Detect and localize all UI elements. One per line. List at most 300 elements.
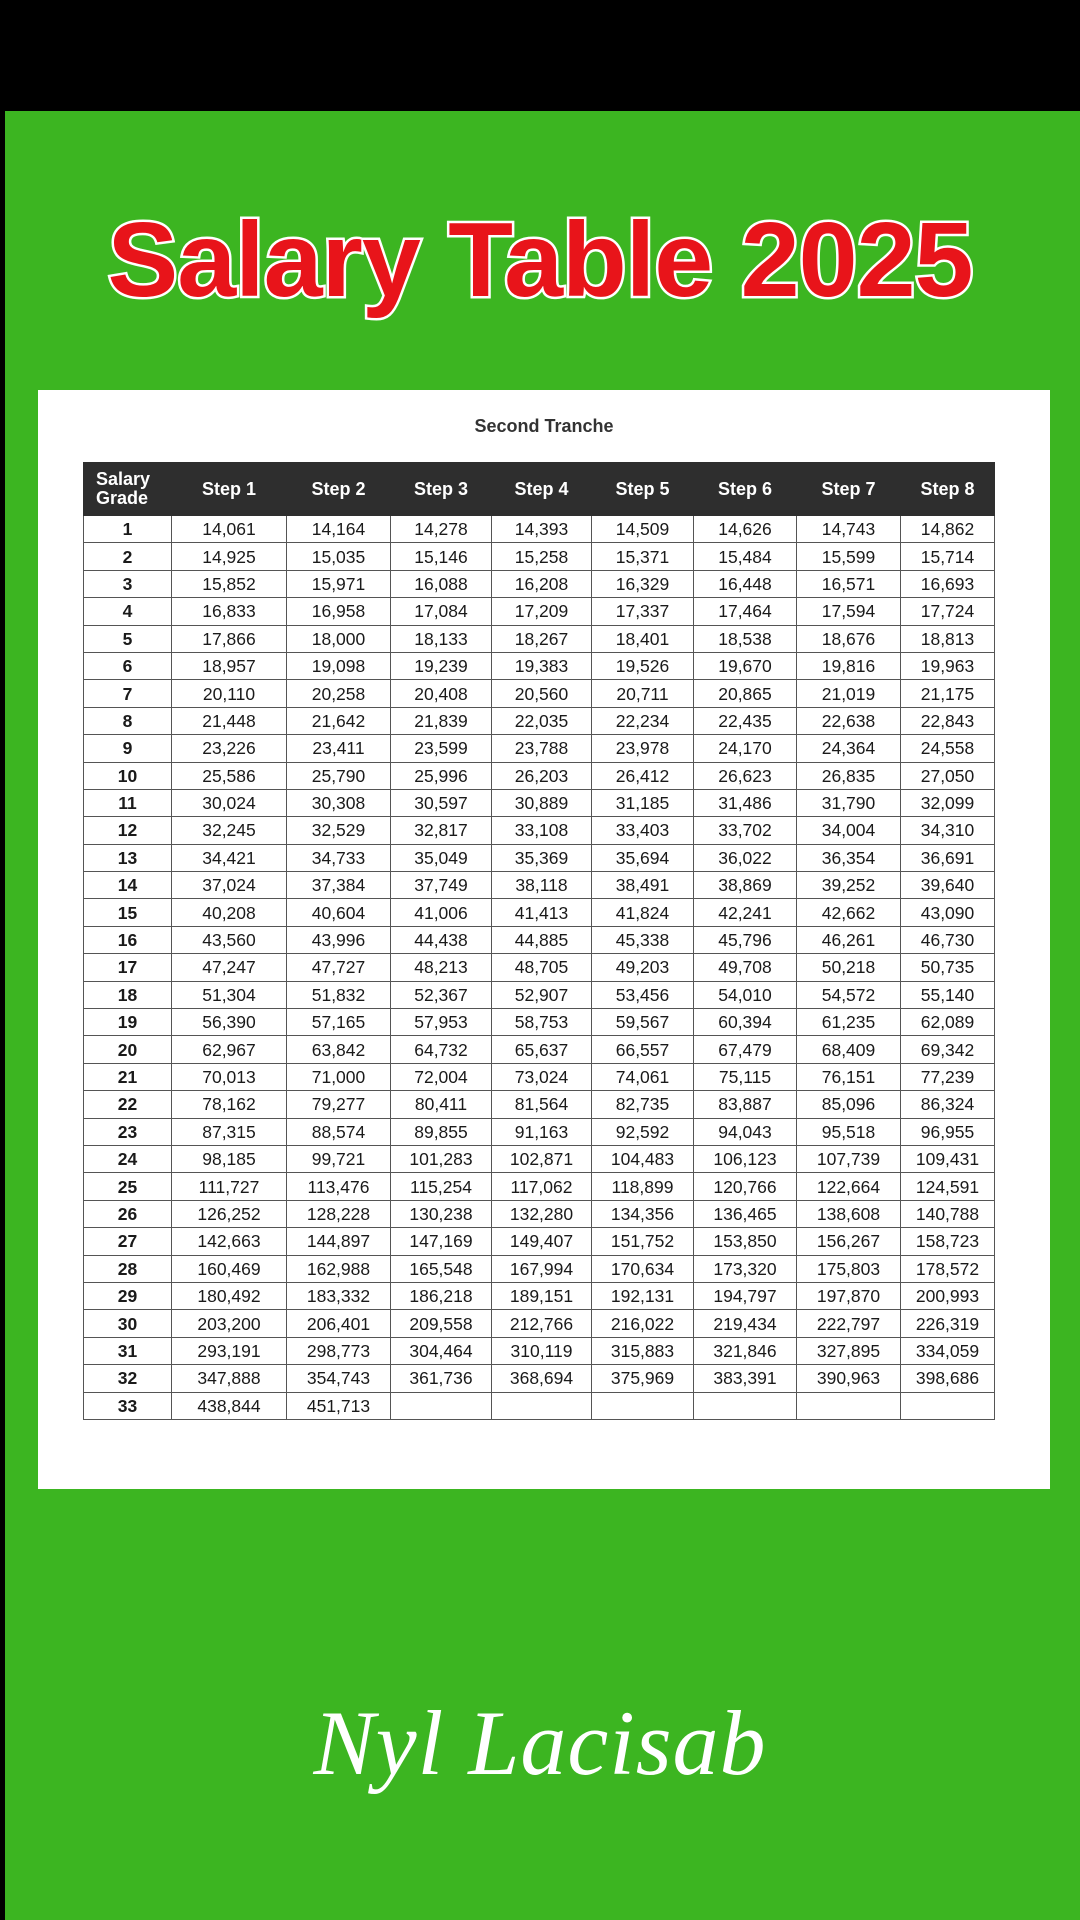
salary-cell: 26,835 <box>797 762 901 789</box>
salary-cell: 138,608 <box>797 1200 901 1227</box>
salary-cell: 20,408 <box>391 680 492 707</box>
grade-cell: 11 <box>84 789 172 816</box>
salary-cell: 35,369 <box>492 844 592 871</box>
salary-cell: 25,790 <box>287 762 391 789</box>
table-header-row <box>84 463 995 516</box>
grade-cell: 22 <box>84 1091 172 1118</box>
grade-cell: 10 <box>84 762 172 789</box>
grade-cell: 8 <box>84 707 172 734</box>
salary-cell: 134,356 <box>592 1200 694 1227</box>
salary-cell: 15,852 <box>172 570 287 597</box>
salary-cell: 120,766 <box>694 1173 797 1200</box>
salary-cell: 92,592 <box>592 1118 694 1145</box>
table-row <box>84 1282 995 1309</box>
salary-cell: 21,642 <box>287 707 391 734</box>
top-black-bar <box>0 0 1080 111</box>
salary-cell: 156,267 <box>797 1228 901 1255</box>
salary-cell: 34,421 <box>172 844 287 871</box>
salary-cell: 39,640 <box>901 872 995 899</box>
salary-cell: 33,702 <box>694 817 797 844</box>
salary-cell: 14,862 <box>901 516 995 543</box>
salary-cell: 17,866 <box>172 625 287 652</box>
salary-cell: 20,110 <box>172 680 287 707</box>
salary-cell: 46,261 <box>797 926 901 953</box>
salary-cell: 226,319 <box>901 1310 995 1337</box>
salary-cell: 27,050 <box>901 762 995 789</box>
salary-cell: 47,247 <box>172 954 287 981</box>
salary-cell: 16,693 <box>901 570 995 597</box>
salary-cell: 20,711 <box>592 680 694 707</box>
salary-cell <box>797 1392 901 1419</box>
salary-cell: 33,108 <box>492 817 592 844</box>
salary-cell: 162,988 <box>287 1255 391 1282</box>
salary-cell: 398,686 <box>901 1365 995 1392</box>
salary-cell: 18,957 <box>172 652 287 679</box>
salary-cell: 48,213 <box>391 954 492 981</box>
header-step-4: Step 4 <box>492 463 592 516</box>
salary-cell: 86,324 <box>901 1091 995 1118</box>
salary-cell: 180,492 <box>172 1282 287 1309</box>
salary-cell: 17,594 <box>797 598 901 625</box>
salary-cell: 39,252 <box>797 872 901 899</box>
salary-cell: 94,043 <box>694 1118 797 1145</box>
salary-cell: 16,208 <box>492 570 592 597</box>
grade-cell: 31 <box>84 1337 172 1364</box>
salary-cell: 89,855 <box>391 1118 492 1145</box>
table-row <box>84 1228 995 1255</box>
salary-cell: 19,098 <box>287 652 391 679</box>
table-row <box>84 735 995 762</box>
salary-cell: 194,797 <box>694 1282 797 1309</box>
table-row <box>84 1118 995 1145</box>
salary-cell: 122,664 <box>797 1173 901 1200</box>
salary-cell: 24,170 <box>694 735 797 762</box>
salary-cell: 38,118 <box>492 872 592 899</box>
grade-cell: 16 <box>84 926 172 953</box>
table-row <box>84 652 995 679</box>
salary-cell: 315,883 <box>592 1337 694 1364</box>
salary-cell: 32,817 <box>391 817 492 844</box>
salary-cell: 46,730 <box>901 926 995 953</box>
salary-table <box>83 462 995 1420</box>
salary-cell: 32,245 <box>172 817 287 844</box>
salary-cell: 334,059 <box>901 1337 995 1364</box>
salary-cell: 24,558 <box>901 735 995 762</box>
salary-cell: 142,663 <box>172 1228 287 1255</box>
salary-cell: 47,727 <box>287 954 391 981</box>
table-row <box>84 1200 995 1227</box>
salary-cell: 15,484 <box>694 543 797 570</box>
salary-cell: 23,226 <box>172 735 287 762</box>
salary-cell: 41,006 <box>391 899 492 926</box>
salary-cell: 31,185 <box>592 789 694 816</box>
salary-cell: 70,013 <box>172 1063 287 1090</box>
salary-cell: 17,084 <box>391 598 492 625</box>
salary-cell: 98,185 <box>172 1145 287 1172</box>
salary-cell: 22,234 <box>592 707 694 734</box>
salary-cell: 183,332 <box>287 1282 391 1309</box>
salary-cell: 19,963 <box>901 652 995 679</box>
salary-cell: 91,163 <box>492 1118 592 1145</box>
salary-cell: 62,089 <box>901 1009 995 1036</box>
salary-cell: 50,218 <box>797 954 901 981</box>
salary-cell: 30,597 <box>391 789 492 816</box>
salary-cell: 101,283 <box>391 1145 492 1172</box>
salary-cell: 203,200 <box>172 1310 287 1337</box>
salary-cell: 34,004 <box>797 817 901 844</box>
table-row <box>84 707 995 734</box>
salary-cell: 15,599 <box>797 543 901 570</box>
salary-cell: 186,218 <box>391 1282 492 1309</box>
table-row <box>84 1173 995 1200</box>
salary-cell: 104,483 <box>592 1145 694 1172</box>
salary-cell <box>694 1392 797 1419</box>
salary-cell: 173,320 <box>694 1255 797 1282</box>
salary-cell: 14,626 <box>694 516 797 543</box>
salary-cell: 25,586 <box>172 762 287 789</box>
salary-cell: 21,839 <box>391 707 492 734</box>
salary-cell: 17,337 <box>592 598 694 625</box>
salary-cell: 14,509 <box>592 516 694 543</box>
salary-cell: 74,061 <box>592 1063 694 1090</box>
salary-cell <box>592 1392 694 1419</box>
salary-cell: 219,434 <box>694 1310 797 1337</box>
salary-cell: 153,850 <box>694 1228 797 1255</box>
author-signature: Nyl Lacisab <box>313 1692 767 1794</box>
salary-cell: 354,743 <box>287 1365 391 1392</box>
salary-cell: 160,469 <box>172 1255 287 1282</box>
table-body <box>84 516 995 1420</box>
salary-cell: 19,816 <box>797 652 901 679</box>
salary-cell: 20,865 <box>694 680 797 707</box>
salary-cell: 200,993 <box>901 1282 995 1309</box>
salary-cell: 63,842 <box>287 1036 391 1063</box>
grade-cell: 1 <box>84 516 172 543</box>
salary-cell: 19,670 <box>694 652 797 679</box>
table-row <box>84 926 995 953</box>
table-row <box>84 1255 995 1282</box>
salary-cell: 96,955 <box>901 1118 995 1145</box>
salary-cell: 293,191 <box>172 1337 287 1364</box>
salary-cell: 41,413 <box>492 899 592 926</box>
salary-cell: 77,239 <box>901 1063 995 1090</box>
salary-cell: 35,049 <box>391 844 492 871</box>
salary-cell: 310,119 <box>492 1337 592 1364</box>
salary-cell: 99,721 <box>287 1145 391 1172</box>
salary-cell: 23,599 <box>391 735 492 762</box>
salary-cell: 30,308 <box>287 789 391 816</box>
grade-cell: 5 <box>84 625 172 652</box>
salary-cell: 147,169 <box>391 1228 492 1255</box>
salary-cell: 30,889 <box>492 789 592 816</box>
salary-cell: 14,061 <box>172 516 287 543</box>
salary-cell: 44,885 <box>492 926 592 953</box>
salary-cell: 35,694 <box>592 844 694 871</box>
grade-cell: 13 <box>84 844 172 871</box>
salary-cell: 347,888 <box>172 1365 287 1392</box>
grade-cell: 33 <box>84 1392 172 1419</box>
table-row <box>84 954 995 981</box>
table-row <box>84 570 995 597</box>
salary-cell: 136,465 <box>694 1200 797 1227</box>
salary-cell <box>492 1392 592 1419</box>
salary-cell: 15,714 <box>901 543 995 570</box>
salary-cell: 111,727 <box>172 1173 287 1200</box>
salary-cell: 49,708 <box>694 954 797 981</box>
salary-cell: 15,258 <box>492 543 592 570</box>
salary-cell: 48,705 <box>492 954 592 981</box>
salary-cell: 107,739 <box>797 1145 901 1172</box>
salary-cell: 19,526 <box>592 652 694 679</box>
salary-cell: 26,412 <box>592 762 694 789</box>
salary-cell: 65,637 <box>492 1036 592 1063</box>
grade-cell: 17 <box>84 954 172 981</box>
salary-cell: 212,766 <box>492 1310 592 1337</box>
salary-cell: 45,796 <box>694 926 797 953</box>
salary-cell: 18,538 <box>694 625 797 652</box>
salary-cell: 82,735 <box>592 1091 694 1118</box>
salary-cell: 17,724 <box>901 598 995 625</box>
grade-cell: 26 <box>84 1200 172 1227</box>
salary-cell: 61,235 <box>797 1009 901 1036</box>
salary-cell: 19,239 <box>391 652 492 679</box>
salary-document <box>38 390 1050 1489</box>
table-row <box>84 598 995 625</box>
salary-cell: 18,133 <box>391 625 492 652</box>
table-row <box>84 1091 995 1118</box>
salary-cell: 304,464 <box>391 1337 492 1364</box>
salary-cell: 23,411 <box>287 735 391 762</box>
salary-cell: 15,971 <box>287 570 391 597</box>
salary-cell: 14,164 <box>287 516 391 543</box>
salary-cell: 167,994 <box>492 1255 592 1282</box>
salary-cell: 68,409 <box>797 1036 901 1063</box>
salary-cell: 21,175 <box>901 680 995 707</box>
salary-cell: 321,846 <box>694 1337 797 1364</box>
salary-cell: 78,162 <box>172 1091 287 1118</box>
table-row <box>84 762 995 789</box>
salary-cell: 118,899 <box>592 1173 694 1200</box>
grade-cell: 6 <box>84 652 172 679</box>
salary-cell: 132,280 <box>492 1200 592 1227</box>
salary-cell: 126,252 <box>172 1200 287 1227</box>
header-step-2: Step 2 <box>287 463 391 516</box>
salary-cell: 16,571 <box>797 570 901 597</box>
salary-cell: 438,844 <box>172 1392 287 1419</box>
salary-cell: 20,258 <box>287 680 391 707</box>
salary-cell: 66,557 <box>592 1036 694 1063</box>
page-title: Salary Table 2025 <box>107 201 973 319</box>
salary-cell: 14,743 <box>797 516 901 543</box>
document-subtitle: Second Tranche <box>474 416 614 436</box>
salary-cell: 16,329 <box>592 570 694 597</box>
salary-cell: 40,604 <box>287 899 391 926</box>
grade-cell: 32 <box>84 1365 172 1392</box>
salary-cell: 151,752 <box>592 1228 694 1255</box>
salary-cell: 383,391 <box>694 1365 797 1392</box>
salary-cell: 33,403 <box>592 817 694 844</box>
header-step-3: Step 3 <box>391 463 492 516</box>
table-row <box>84 981 995 1008</box>
salary-cell: 197,870 <box>797 1282 901 1309</box>
header-step-6: Step 6 <box>694 463 797 516</box>
salary-cell: 102,871 <box>492 1145 592 1172</box>
salary-cell: 42,662 <box>797 899 901 926</box>
salary-cell: 32,529 <box>287 817 391 844</box>
header-step-7: Step 7 <box>797 463 901 516</box>
salary-cell: 41,824 <box>592 899 694 926</box>
salary-cell: 54,010 <box>694 981 797 1008</box>
grade-cell: 30 <box>84 1310 172 1337</box>
salary-cell: 37,749 <box>391 872 492 899</box>
table-row <box>84 1009 995 1036</box>
salary-cell: 36,691 <box>901 844 995 871</box>
table-row <box>84 1036 995 1063</box>
salary-cell: 361,736 <box>391 1365 492 1392</box>
salary-cell: 52,367 <box>391 981 492 1008</box>
salary-cell: 60,394 <box>694 1009 797 1036</box>
salary-cell: 87,315 <box>172 1118 287 1145</box>
grade-cell: 7 <box>84 680 172 707</box>
salary-cell: 222,797 <box>797 1310 901 1337</box>
salary-cell: 20,560 <box>492 680 592 707</box>
salary-cell: 40,208 <box>172 899 287 926</box>
salary-cell: 95,518 <box>797 1118 901 1145</box>
salary-cell: 113,476 <box>287 1173 391 1200</box>
grade-cell: 24 <box>84 1145 172 1172</box>
salary-cell: 45,338 <box>592 926 694 953</box>
grade-cell: 27 <box>84 1228 172 1255</box>
table-row <box>84 1063 995 1090</box>
table-row <box>84 844 995 871</box>
grade-cell: 20 <box>84 1036 172 1063</box>
header-step-5: Step 5 <box>592 463 694 516</box>
table-row <box>84 789 995 816</box>
salary-cell: 15,146 <box>391 543 492 570</box>
salary-cell: 140,788 <box>901 1200 995 1227</box>
salary-cell: 16,088 <box>391 570 492 597</box>
salary-cell: 216,022 <box>592 1310 694 1337</box>
salary-cell: 18,401 <box>592 625 694 652</box>
salary-cell: 57,165 <box>287 1009 391 1036</box>
grade-cell: 21 <box>84 1063 172 1090</box>
salary-cell: 18,267 <box>492 625 592 652</box>
table-row <box>84 899 995 926</box>
salary-cell: 14,278 <box>391 516 492 543</box>
salary-cell: 178,572 <box>901 1255 995 1282</box>
salary-cell: 451,713 <box>287 1392 391 1419</box>
salary-cell: 21,448 <box>172 707 287 734</box>
salary-cell: 130,238 <box>391 1200 492 1227</box>
grade-cell: 18 <box>84 981 172 1008</box>
header-step-8: Step 8 <box>901 463 995 516</box>
salary-cell: 22,435 <box>694 707 797 734</box>
salary-cell: 26,203 <box>492 762 592 789</box>
salary-cell: 375,969 <box>592 1365 694 1392</box>
salary-cell: 50,735 <box>901 954 995 981</box>
salary-cell: 36,022 <box>694 844 797 871</box>
salary-cell: 34,310 <box>901 817 995 844</box>
grade-cell: 2 <box>84 543 172 570</box>
salary-cell: 158,723 <box>901 1228 995 1255</box>
salary-cell: 53,456 <box>592 981 694 1008</box>
salary-cell: 43,560 <box>172 926 287 953</box>
table-row <box>84 872 995 899</box>
salary-cell: 17,209 <box>492 598 592 625</box>
salary-cell: 51,304 <box>172 981 287 1008</box>
grade-cell: 15 <box>84 899 172 926</box>
salary-cell: 32,099 <box>901 789 995 816</box>
salary-cell: 64,732 <box>391 1036 492 1063</box>
salary-cell: 34,733 <box>287 844 391 871</box>
grade-cell: 14 <box>84 872 172 899</box>
salary-cell: 56,390 <box>172 1009 287 1036</box>
salary-cell: 51,832 <box>287 981 391 1008</box>
table-row <box>84 1337 995 1364</box>
salary-cell: 192,131 <box>592 1282 694 1309</box>
salary-cell: 30,024 <box>172 789 287 816</box>
salary-cell: 14,393 <box>492 516 592 543</box>
salary-cell: 69,342 <box>901 1036 995 1063</box>
salary-cell: 71,000 <box>287 1063 391 1090</box>
salary-cell: 16,833 <box>172 598 287 625</box>
table-row <box>84 1365 995 1392</box>
salary-cell: 59,567 <box>592 1009 694 1036</box>
salary-cell: 36,354 <box>797 844 901 871</box>
salary-cell: 67,479 <box>694 1036 797 1063</box>
salary-cell: 144,897 <box>287 1228 391 1255</box>
salary-cell <box>391 1392 492 1419</box>
salary-cell: 44,438 <box>391 926 492 953</box>
table-row <box>84 1145 995 1172</box>
salary-cell: 109,431 <box>901 1145 995 1172</box>
salary-cell: 16,958 <box>287 598 391 625</box>
grade-cell: 4 <box>84 598 172 625</box>
grade-cell: 19 <box>84 1009 172 1036</box>
grade-cell: 28 <box>84 1255 172 1282</box>
table-row <box>84 543 995 570</box>
salary-cell: 38,491 <box>592 872 694 899</box>
salary-cell: 25,996 <box>391 762 492 789</box>
salary-cell: 54,572 <box>797 981 901 1008</box>
header-salary-grade: Salary Grade <box>84 463 172 516</box>
salary-cell: 16,448 <box>694 570 797 597</box>
salary-cell: 88,574 <box>287 1118 391 1145</box>
salary-cell: 76,151 <box>797 1063 901 1090</box>
salary-cell: 106,123 <box>694 1145 797 1172</box>
table-row <box>84 516 995 543</box>
salary-cell: 170,634 <box>592 1255 694 1282</box>
salary-cell: 83,887 <box>694 1091 797 1118</box>
salary-cell: 128,228 <box>287 1200 391 1227</box>
salary-cell: 209,558 <box>391 1310 492 1337</box>
salary-cell: 79,277 <box>287 1091 391 1118</box>
salary-cell: 26,623 <box>694 762 797 789</box>
salary-cell: 31,486 <box>694 789 797 816</box>
salary-cell: 37,384 <box>287 872 391 899</box>
salary-cell: 37,024 <box>172 872 287 899</box>
salary-cell: 81,564 <box>492 1091 592 1118</box>
salary-cell: 124,591 <box>901 1173 995 1200</box>
salary-cell: 49,203 <box>592 954 694 981</box>
salary-cell: 75,115 <box>694 1063 797 1090</box>
salary-cell: 24,364 <box>797 735 901 762</box>
salary-cell: 23,788 <box>492 735 592 762</box>
salary-cell: 165,548 <box>391 1255 492 1282</box>
salary-cell: 62,967 <box>172 1036 287 1063</box>
grade-cell: 23 <box>84 1118 172 1145</box>
salary-cell: 43,090 <box>901 899 995 926</box>
